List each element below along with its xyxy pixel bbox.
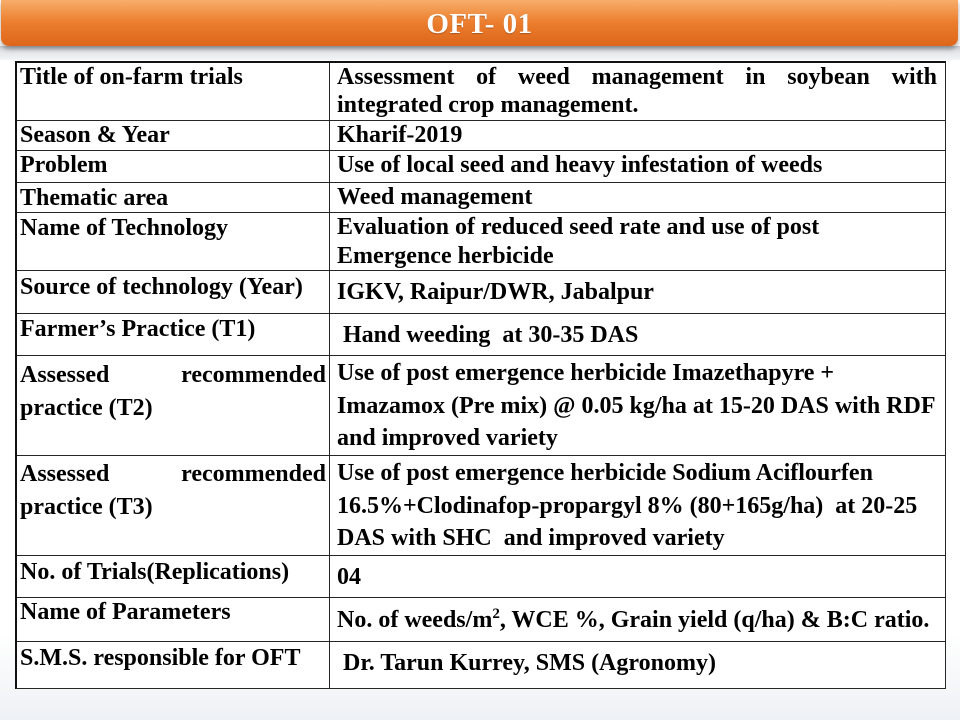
row-label-line: Problem <box>20 152 108 178</box>
row-label-line: Assessed recommended <box>20 362 326 388</box>
row-value-line: and improved variety <box>337 425 558 451</box>
row-value-line: 04 <box>337 564 361 590</box>
row-value <box>330 456 945 555</box>
table-row-technology-name <box>17 213 945 271</box>
row-value <box>330 642 945 688</box>
title-banner <box>1 0 958 46</box>
row-label-line: Source of technology (Year) <box>20 274 303 300</box>
row-value <box>330 63 945 120</box>
row-label-line: Title of on-farm trials <box>20 64 243 90</box>
row-value-line: Dr. Tarun Kurrey, SMS (Agronomy) <box>337 650 716 676</box>
row-value <box>330 598 945 641</box>
row-label-line: practice (T2) <box>20 395 153 421</box>
oft-details-table <box>15 61 946 689</box>
row-label <box>17 598 330 641</box>
row-value-line: Imazamox (Pre mix) @ 0.05 kg/ha at 15-20 DAS with RDF <box>337 392 936 419</box>
row-value-line: DAS with SHC and improved variety <box>337 525 725 551</box>
slide-title: OFT- 01 <box>426 8 533 40</box>
row-label <box>17 183 330 212</box>
parameters-text-before: No. of weeds/m <box>337 607 493 633</box>
row-label <box>17 151 330 182</box>
row-label <box>17 356 330 455</box>
table-row-farmers-practice <box>17 314 945 356</box>
row-value <box>330 213 945 270</box>
row-label-line: Name of Parameters <box>20 599 231 625</box>
parameters-text-after: , WCE %, Grain yield (q/ha) & B:C ratio. <box>499 607 930 633</box>
row-label-line: practice (T3) <box>20 494 153 520</box>
row-value-line: Use of local seed and heavy infestation of weeds <box>337 152 823 178</box>
table-row-season-year <box>17 121 945 151</box>
header-divider-band <box>0 46 960 60</box>
row-label <box>17 213 330 270</box>
row-label-line: Farmer’s Practice (T1) <box>20 316 256 342</box>
row-label-line: S.M.S. responsible for OFT <box>20 645 301 671</box>
table-row-trials <box>17 556 945 598</box>
row-label-line: Season & Year <box>20 122 170 148</box>
row-label <box>17 63 330 120</box>
row-value-line: Evaluation of reduced seed rate and use of post <box>337 214 820 240</box>
row-value-line: IGKV, Raipur/DWR, Jabalpur <box>337 279 654 305</box>
row-value <box>330 556 945 597</box>
row-label <box>17 121 330 150</box>
row-value <box>330 314 945 355</box>
row-value-line: Assessment of weed management in soybean with <box>337 64 937 90</box>
row-value-line: Weed management <box>337 184 533 210</box>
row-label <box>17 642 330 688</box>
table-row-technology-source <box>17 271 945 314</box>
row-label <box>17 314 330 355</box>
row-value <box>330 121 945 150</box>
table-row-thematic-area <box>17 183 945 213</box>
row-value <box>330 183 945 212</box>
table-row-practice-t2 <box>17 356 945 456</box>
row-label-line: Name of Technology <box>20 215 229 241</box>
row-label <box>17 271 330 313</box>
row-value-line: Emergence herbicide <box>337 242 554 269</box>
table-row-parameters <box>17 598 945 642</box>
row-label-line: Assessed recommended <box>20 461 326 487</box>
row-value <box>330 151 945 182</box>
row-value-line: Hand weeding at 30-35 DAS <box>337 322 639 348</box>
table-row-problem <box>17 151 945 183</box>
row-value-line: Use of post emergence herbicide Sodium Aciflourfen <box>337 460 873 486</box>
row-value-line: 16.5%+Clodinafop-propargyl 8% (80+165g/ha) at 20-25 <box>337 492 918 519</box>
superscript-two: 2 <box>492 606 500 622</box>
row-value-line <box>337 606 937 634</box>
row-label <box>17 556 330 597</box>
table-row-practice-t3 <box>17 456 945 556</box>
table-row-title-of-trials <box>17 63 945 121</box>
row-value <box>330 271 945 313</box>
row-label <box>17 456 330 555</box>
row-value-line: Use of post emergence herbicide Imazethapyre + <box>337 360 835 386</box>
row-value-line: Kharif-2019 <box>337 122 463 148</box>
row-label-line: No. of Trials(Replications) <box>20 559 290 585</box>
row-value-line: integrated crop management. <box>337 92 639 118</box>
table-row-sms-responsible <box>17 642 945 688</box>
row-value <box>330 356 945 455</box>
row-label-line: Thematic area <box>20 185 169 211</box>
